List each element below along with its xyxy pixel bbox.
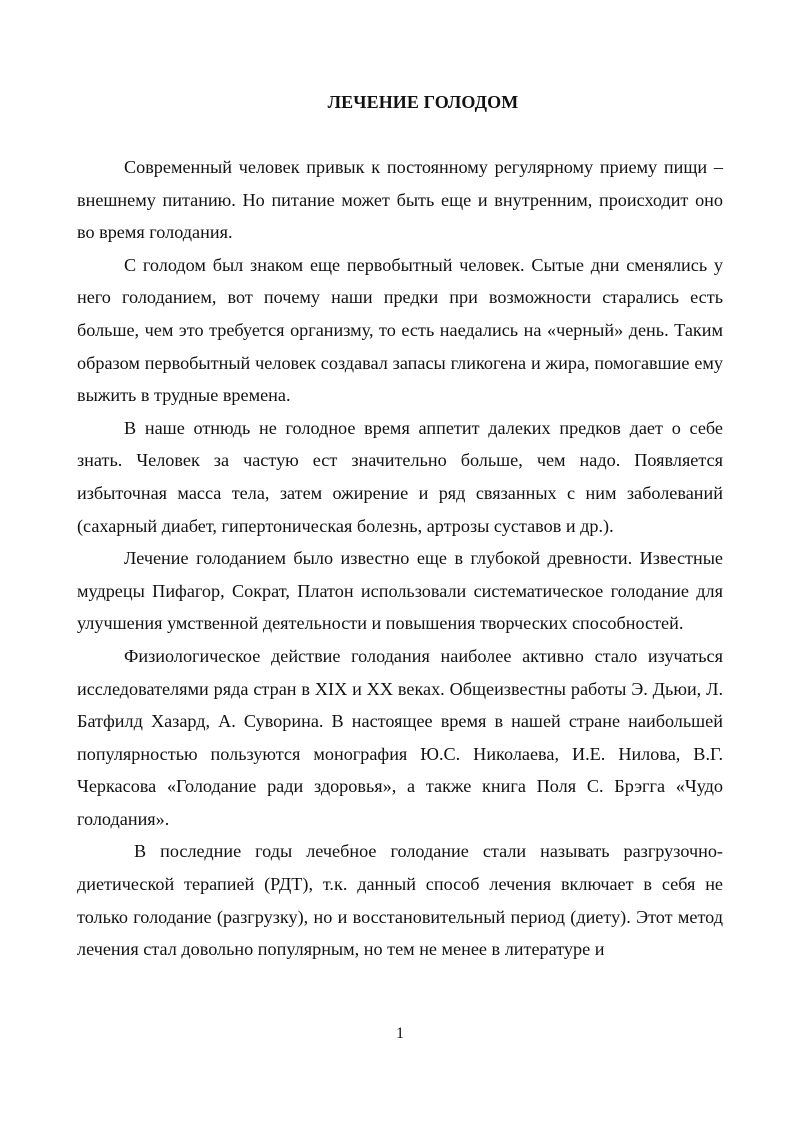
paragraph: В наше отнюдь не голодное время аппетит далеких предков дает о себе знать. Человек за частую ест значительно больше, чем надо. Появляется избыточная масса тела, затем ожирение и ряд связанных с ним заболеваний (сахарный диабет, гипертоническая болезнь, артрозы суставов и др.). <box>77 417 723 536</box>
document-title: ЛЕЧЕНИЕ ГОЛОДОМ <box>327 92 519 112</box>
paragraph: Современный человек привык к постоянному регулярному приему пищи – внешнему питанию. Но питание может быть еще и внутренним, происходит оно во время голодания. <box>77 157 723 243</box>
paragraph: Лечение голоданием было известно еще в глубокой древности. Известные мудрецы Пифагор, Сократ, Платон использовали систематическое голодание для улучшения умственной деятельности и повышения творческих способностей. <box>77 548 723 634</box>
document-body <box>77 151 723 966</box>
paragraph: Физиологическое действие голодания наиболее активно стало изучаться исследователями ряда стран в XIX и XX веках. Общеизвестны работы Э. Дьюи, Л. Батфилд Хазард, А. Суворина. В настоящее время в нашей стране наибольшей популярностью пользуются монография Ю.С. Николаева, И.Е. Нилова, В.Г. Черкасова «Голодание ради здоровья», а также книга Поля С. Брэгга «Чудо голодания». <box>77 645 723 829</box>
page-number: 1 <box>396 1025 404 1042</box>
paragraph: С голодом был знаком еще первобытный человек. Сытые дни сменялись у него голоданием, вот почему наши предки при возможности старались есть больше, чем это требуется организму, то есть наедались на «черный» день. Таким образом первобытный человек создавал запасы гликогена и жира, помогавшие ему выжить в трудные времена. <box>77 254 723 406</box>
paragraph: В последние годы лечебное голодание стали называть разгрузочно-диетической терапией (РДТ), т.к. данный способ лечения включает в себя не только голодание (разгрузку), но и восстановительный период (диету). Этот метод лечения стал довольно популярным, но тем не менее в литературе и <box>77 841 723 960</box>
